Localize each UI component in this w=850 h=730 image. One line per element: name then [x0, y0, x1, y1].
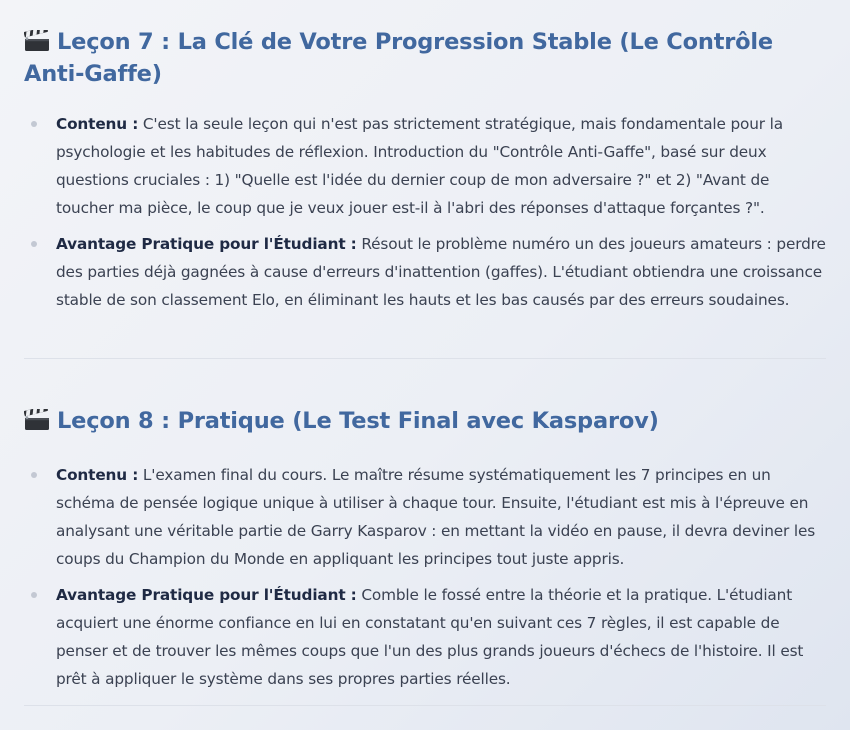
lesson-8-title: Leçon 8 : Pratique (Le Test Final avec Kasparov)	[57, 408, 659, 434]
list-item	[56, 110, 826, 222]
bullet-dot	[31, 241, 37, 247]
point-text: L'examen final du cours. Le maître résume systématiquement les 7 principes en un schéma de pensée logique unique à utiliser à chaque tour. Ensuite, l'étudiant est mis à l'épreuve en analysant une véritable partie de Garry Kasparov : en mettant la vidéo en pause, il devra deviner les coups du Champion du Monde en appliquant les principes tout juste appris.	[56, 466, 816, 568]
point-text: Résout le problème numéro un des joueurs amateurs : perdre des parties déjà gagnées à cause d'erreurs d'inattention (gaffes). L'étudiant obtiendra une croissance stable de son classement Elo, en éliminant les hauts et les bas causés par des erreurs soudaines.	[56, 235, 826, 309]
point-text: Comble le fossé entre la théorie et la pratique. L'étudiant acquiert une énorme confiance en lui en constatant qu'en suivant ces 7 règles, il est capable de penser et de trouver les mêmes coups que l'un des plus grands joueurs d'échecs de l'histoire. Il est prêt à appliquer le système dans ses propres parties réelles.	[56, 586, 804, 688]
point-label: Contenu :	[56, 115, 139, 133]
point-label: Contenu :	[56, 466, 139, 484]
lesson-8-points	[24, 461, 826, 693]
section-divider	[24, 705, 826, 706]
lesson-8-heading	[24, 405, 826, 437]
lesson-7-section	[24, 0, 826, 314]
bullet-dot	[31, 592, 37, 598]
clapperboard-icon	[24, 409, 50, 431]
lesson-7-points	[24, 110, 826, 314]
lesson-7-title: Leçon 7 : La Clé de Votre Progression Stable (Le Contrôle Anti-Gaffe)	[24, 29, 773, 87]
point-text: C'est la seule leçon qui n'est pas strictement stratégique, mais fondamentale pour la psychologie et les habitudes de réflexion. Introduction du "Contrôle Anti-Gaffe", basé sur deux questions cruciales : 1) "Quelle est l'idée du dernier coup de mon adversaire ?" et 2) "Avant de toucher ma pièce, le coup que je veux jouer est-il à l'abri des réponses d'attaque forçantes ?".	[56, 115, 783, 217]
list-item	[56, 461, 826, 573]
clapperboard-icon	[24, 30, 50, 52]
point-label: Avantage Pratique pour l'Étudiant :	[56, 235, 357, 253]
list-item	[56, 581, 826, 693]
point-label: Avantage Pratique pour l'Étudiant :	[56, 586, 357, 604]
lesson-8-section	[24, 359, 826, 693]
bullet-dot	[31, 472, 37, 478]
lesson-7-heading	[24, 26, 826, 90]
bullet-dot	[31, 121, 37, 127]
list-item	[56, 230, 826, 314]
